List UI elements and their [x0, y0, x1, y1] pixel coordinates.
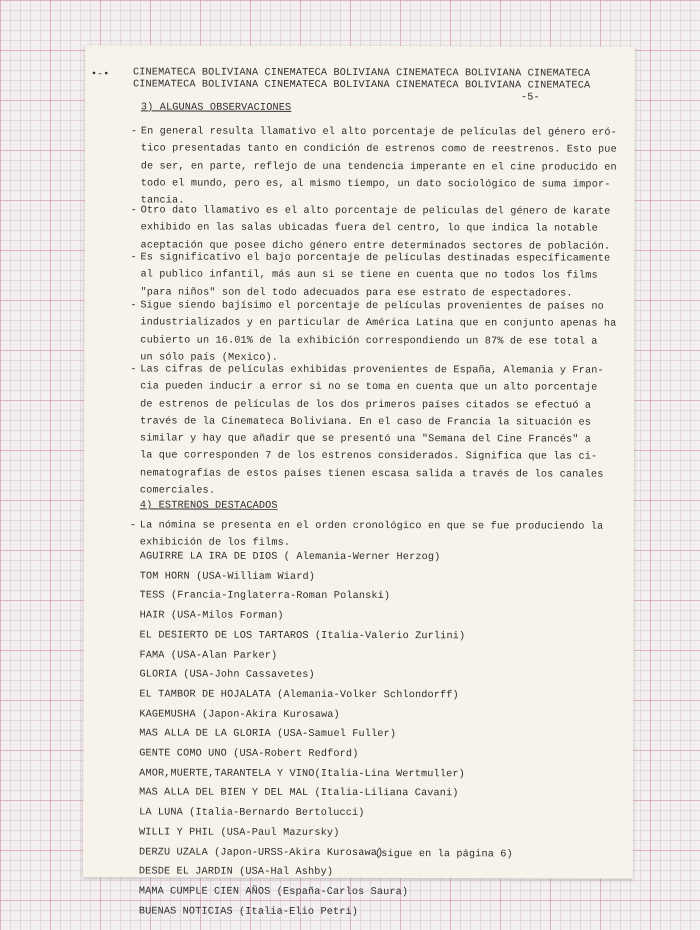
observation-1-line-3: de ser, en parte, reflejo de una tendencia imperante en el cine producido en [140, 161, 617, 174]
observation-5-line-7: nematografías de estos países tienen escasa salida a través de los canales [139, 468, 604, 481]
typewritten-page [83, 45, 635, 918]
letterhead-line-1: CINEMATECA BOLIVIANA CINEMATECA BOLIVIANA CINEMATECA BOLIVIANA CINEMATECA [133, 67, 591, 80]
bullet-dash: - [130, 126, 138, 138]
film-item: DESDE EL JARDIN (USA-Hal Ashby) [138, 866, 334, 879]
observation-4 [130, 297, 617, 367]
observation-2-line-3: aceptación que posee dicho género entre determinados sectores de población. [140, 240, 611, 253]
continuation-note: (sigue en la página 6) [374, 849, 513, 861]
observation-4-line-1: Sigue siendo bajísimo el porcentaje de películas provenientes de países no [140, 300, 604, 313]
observation-5-line-6: la que corresponden 7 de los estrenos considerados. Significa que las ci- [139, 450, 598, 464]
page-number: -5- [520, 92, 540, 104]
observation-3-line-1: Es significativo el bajo porcentaje de películas destinadas específicamente [140, 252, 611, 265]
section-4-title: 4) ESTRENOS DESTACADOS [139, 500, 278, 512]
bullet-dash: - [129, 520, 137, 532]
observation-5-line-1: Las cifras de películas exhibidas provenientes de España, Alemania y Fran- [140, 364, 604, 377]
film-item: FAMA (USA-Alan Parker) [139, 649, 278, 662]
observation-3-line-3: "para niños" son del todo adecuados para ese estrato de espectadores. [140, 287, 573, 300]
film-item: BUENAS NOTICIAS (Italia-Elio Petri) [138, 906, 359, 918]
film-item: LA LUNA (Italia-Bernardo Bertolucci) [139, 807, 365, 820]
film-item: GLORIA (USA-John Cassavetes) [139, 669, 315, 682]
film-item: TOM HORN (USA-William Wiard) [139, 571, 316, 583]
observation-5-line-3: de estrenos de películas de los dos primeros países citados se efectuó a [140, 399, 592, 412]
film-item: EL TAMBOR DE HOJALATA (Alemania-Volker Schlondorff) [139, 689, 459, 702]
bullet-dash: - [130, 205, 137, 217]
film-item: MAS ALLA DE LA GLORIA (USA-Samuel Fuller) [139, 728, 397, 741]
film-item: DERZU UZALA (Japon-URSS-Akira Kurosawa) [138, 846, 384, 859]
observation-1-line-1: En general resulta llamativo el alto porcentaje de películas del género eró- [140, 126, 617, 139]
section-3-title: 3) ALGUNAS OBSERVACIONES [140, 102, 292, 114]
bullet-dash: - [130, 364, 137, 376]
section-4-intro-line-1: La nómina se presenta en el orden cronológico en que se fue produciendo la [139, 520, 604, 533]
film-item: MAS ALLA DEL BIEN Y DEL MAL (Italia-Liliana Cavani) [139, 787, 459, 800]
film-item: HAIR (USA-Milos Forman) [139, 610, 284, 622]
observation-4-line-3: cubierto un 16.01% de la exhibición correspondiendo un 87% de ese total a [140, 335, 598, 348]
film-item: GENTE COMO UNO (USA-Robert Redford) [139, 748, 359, 761]
observation-3 [130, 249, 611, 302]
observation-1-line-4: todo el mundo, pero es, al mismo tiempo, un dato sociológico de suma impor- [140, 178, 611, 191]
observation-5 [130, 361, 610, 501]
film-item: AGUIRRE LA IRA DE DIOS ( Alemania-Werner Herzog) [139, 551, 441, 564]
observation-2-line-1: Otro dato llamativo es el alto porcentaje de películas del género de karate [140, 205, 611, 218]
film-item: MAMA CUMPLE CIEN AÑOS (España-Carlos Saura) [138, 886, 409, 899]
film-item: AMOR,MUERTE,TARANTELA Y VINO(Italia-Lina Wertmuller) [139, 768, 465, 781]
film-item: KAGEMUSHA (Japon-Akira Kurosawa) [139, 709, 340, 721]
letterhead [133, 67, 590, 92]
bullet-dash: - [130, 300, 137, 312]
header-mark: •-• [90, 69, 110, 81]
film-item: TESS (Francia-Inglaterra-Roman Polanski) [139, 590, 391, 603]
observation-5-line-4: través de la Cinemateca Boliviana. En el caso de Francia la situación es [140, 416, 592, 429]
observation-1-line-2: tico presentadas tanto en condición de estrenos como de reestrenos. Esto pue [140, 143, 617, 156]
observation-2 [130, 202, 611, 255]
observation-4-line-4: un sólo país (Mexico). [140, 352, 279, 364]
letterhead-line-2: CINEMATECA BOLIVIANA CINEMATECA BOLIVIANA CINEMATECA BOLIVIANA CINEMATECA [132, 79, 591, 92]
observation-5-line-2: cia pueden inducir a error si no se toma en cuenta que un alto porcentaje [140, 381, 598, 394]
observation-5-line-5: similar y hay que añadir que se presentó una "Semana del Cine Francés" a [140, 433, 592, 446]
film-list [139, 547, 466, 922]
observation-4-line-2: industrializados y en particular de América Latina que en conjunto apenas ha [140, 317, 617, 330]
film-item: WILLI Y PHIL (USA-Paul Mazursky) [139, 827, 340, 839]
film-item: EL DESIERTO DE LOS TARTAROS (Italia-Valerio Zurlini) [139, 630, 466, 643]
section-4-intro-line-2: exhibición de los films. [139, 537, 291, 550]
observation-1 [130, 123, 617, 211]
observation-1-line-5: tancia. [140, 195, 185, 207]
observation-2-line-2: exhibido en las salas ubicadas fuera del centro, lo que indica la notable [140, 222, 598, 235]
observation-3-line-2: al publico infantil, más aun si se tiene en cuenta que no todos los films [140, 269, 598, 282]
bullet-dash: - [130, 252, 137, 264]
observation-5-line-8: comerciales. [139, 485, 216, 497]
